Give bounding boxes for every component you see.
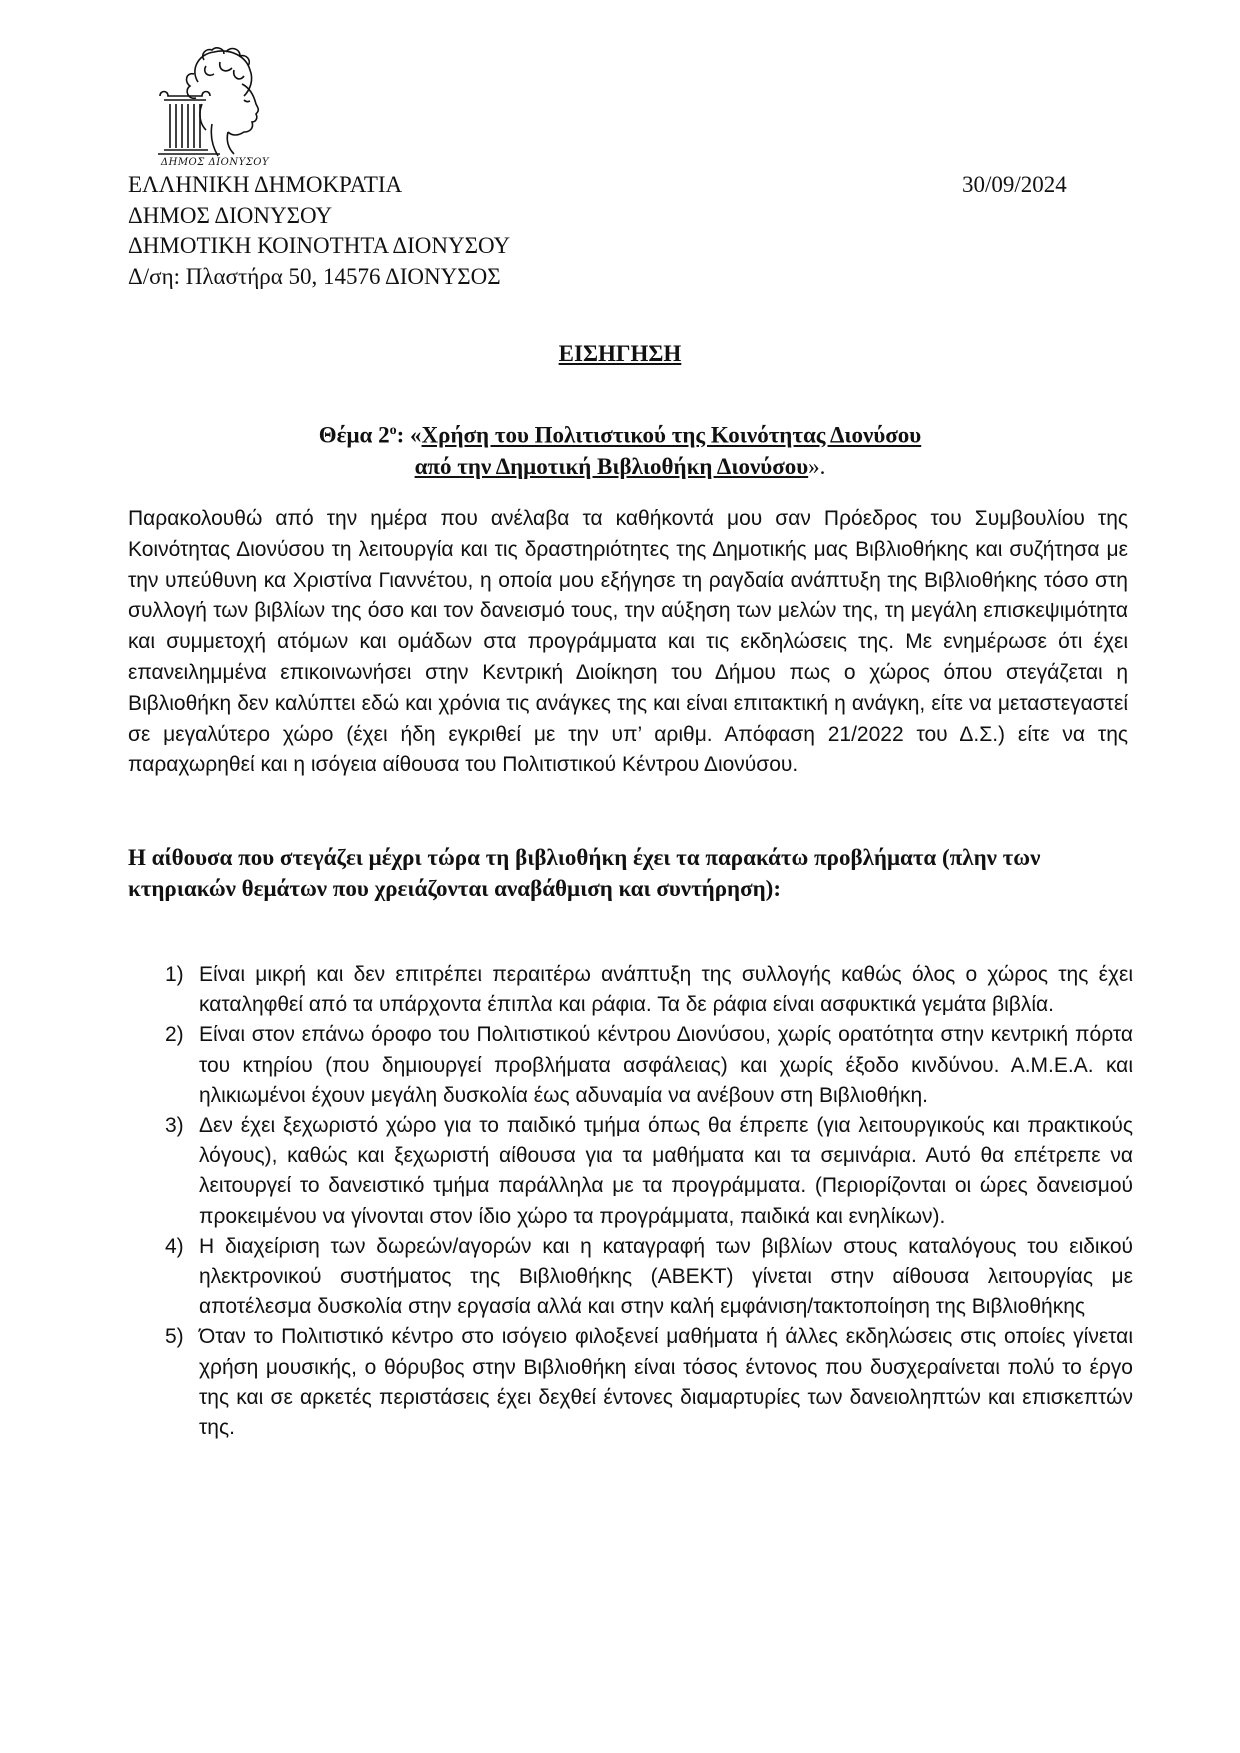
topic-line-1: [0, 415, 1240, 451]
document-title: [0, 339, 1240, 369]
dionysus-head-emblem: [146, 44, 284, 168]
topic-suffix: ».: [808, 453, 826, 479]
topic-line-2: [0, 451, 1240, 482]
list-item: [165, 1232, 1133, 1323]
header-line-country: ΕΛΛΗΝΙΚΗ ΔΗΜΟΚΡΑΤΙΑ: [128, 172, 403, 197]
list-item-text: Είναι μικρή και δεν επιτρέπει περαιτέρω ανάπτυξη της συλλογής καθώς όλος ο χώρος της έχει καταληφθεί από τα υπάρχοντα έπιπλα και ράφια. Τα δε ράφια είναι ασφυκτικά γεμάτα βιβλία.: [199, 963, 1133, 1017]
list-item: [165, 960, 1133, 1020]
list-item-number: 4): [165, 1234, 184, 1258]
sender-address-block: [128, 170, 510, 292]
list-item-number: 5): [165, 1325, 184, 1349]
municipality-logo: [146, 44, 284, 168]
list-item-number: 1): [165, 963, 184, 986]
list-item-text: Δεν έχει ξεχωριστό χώρο για το παιδικό τμήμα όπως θα έπρεπε (για λειτουργικούς και πρακτικούς λόγους), καθώς και ξεχωριστή αίθουσα για τα μαθήματα και τα σεμινάρια. Αυτό θα επέτρεπε να λειτουργεί το δανειστικό τμήμα παράλληλα με τα προγράμματα. (Περιορίζονται οι ώρες δανεισμού προκειμένου να γίνονται στον ίδιο χώρο τα προγράμματα, παιδικά και ενηλίκων).: [199, 1114, 1133, 1228]
topic-subject-line-1: Χρήση του Πολιτιστικού της Κοινότητας Διονύσου: [421, 422, 922, 448]
topic-prefix: Θέμα 2: [318, 422, 390, 448]
topic-ordinal: ο: [389, 423, 397, 438]
topic-colon: : «: [396, 422, 422, 448]
problems-heading: Η αίθουσα που στεγάζει μέχρι τώρα τη βιβλιοθήκη έχει τα παρακάτω προβλήματα (πλην των κτηριακών θεμάτων που χρειάζονται αναβάθμιση και συντήρηση):: [128, 845, 1041, 901]
list-item: [165, 1322, 1133, 1443]
document-title-text: ΕΙΣΗΓΗΣΗ: [558, 341, 682, 366]
topic-subject-line-2: από την Δημοτική Βιβλιοθήκη Διονύσου: [414, 453, 809, 479]
list-item-number: 3): [165, 1114, 184, 1138]
header-line-address: Δ/ση: Πλαστήρα 50, 14576 ΔΙΟΝΥΣΟΣ: [128, 263, 501, 289]
header-line-community: ΔΗΜΟΤΙΚΗ ΚΟΙΝΟΤΗΤΑ ΔΙΟΝΥΣΟΥ: [128, 233, 511, 258]
list-item-text: Η διαχείριση των δωρεών/αγορών και η καταγραφή των βιβλίων στους καταλόγους του ειδικού ηλεκτρονικού συστήματος της Βιβλιοθήκης (ΑΒΕΚΤ) γίνεται στην αίθουσα λειτουργίας με αποτέλεσμα δυσκολία στην εργασία αλλά και στην καλή εμφάνιση/τακτοποίηση της Βιβλιοθήκης: [199, 1234, 1133, 1319]
list-item: [165, 1111, 1133, 1232]
list-item-number: 2): [165, 1023, 184, 1047]
list-item-text: Όταν το Πολιτιστικό κέντρο στο ισόγειο φιλοξενεί μαθήματα ή άλλες εκδηλώσεις στις οποίες γίνεται χρήση μουσικής, ο θόρυβος στην Βιβλιοθήκη είναι τόσος έντονος που δυσχεραίνεται πολύ το έργο της και σε αρκετές περιστάσεις έχει δεχθεί έντονες διαμαρτυρίες των δανειοληπτών και επισκεπτών της.: [199, 1325, 1133, 1440]
list-item-text: Είναι στον επάνω όροφο του Πολιτιστικού κέντρου Διονύσου, χωρίς ορατότητα στην κεντρική πόρτα του κτηρίου (που δημιουργεί προβλήματα ασφάλειας) και χωρίς έξοδο κινδύνου. Α.Μ.Ε.Α. και ηλικιωμένοι έχουν μεγάλη δυσκολία έως αδυναμία να ανέβουν στη Βιβλιοθήκη.: [199, 1023, 1133, 1107]
document-topic: [0, 415, 1240, 482]
header-line-municipality: ΔΗΜΟΣ ΔΙΟΝΥΣΟΥ: [128, 202, 333, 228]
list-item: [165, 1020, 1133, 1111]
svg-text:ΔΗΜΟΣ ΔΙΟΝΥΣΟΥ: ΔΗΜΟΣ ΔΙΟΝΥΣΟΥ: [160, 157, 270, 168]
intro-paragraph: Παρακολουθώ από την ημέρα που ανέλαβα τα καθήκοντά μου σαν Πρόεδρος του Συμβουλίου της Κοινότητας Διονύσου τη λειτουργία και τις δραστηριότητες της Δημοτικής μας Βιβλιοθήκης και συζήτησα με την υπεύθυνη κα Χριστίνα Γιαννέτου, η οποία μου εξήγησε τη ραγδαία ανάπτυξη της Βιβλιοθήκης τόσο στη συλλογή των βιβλίων της όσο και τον δανεισμό τους, την αύξηση των μελών της, τη μεγάλη επισκεψιμότητα και συμμετοχή ατόμων και ομάδων στα προγράμματα και τις εκδηλώσεις της. Με ενημέρωσε ότι έχει επανειλημμένα επικοινωνήσει στην Κεντρική Διοίκηση του Δήμου πως ο χώρος όπου στεγάζεται η Βιβλιοθήκη δεν καλύπτει εδώ και χρόνια τις ανάγκες της και είναι επιτακτική η ανάγκη, είτε να μεταστεγαστεί σε μεγαλύτερο χώρο (έχει ήδη εγκριθεί με την υπ’ αριθμ. Απόφαση 21/2022 του Δ.Σ.) είτε να της παραχωρηθεί και η ισόγεια αίθουσα του Πολιτιστικού Κέντρου Διονύσου.: [128, 507, 1128, 777]
document-date: 30/09/2024: [962, 172, 1067, 197]
problems-list: [165, 960, 1133, 1443]
